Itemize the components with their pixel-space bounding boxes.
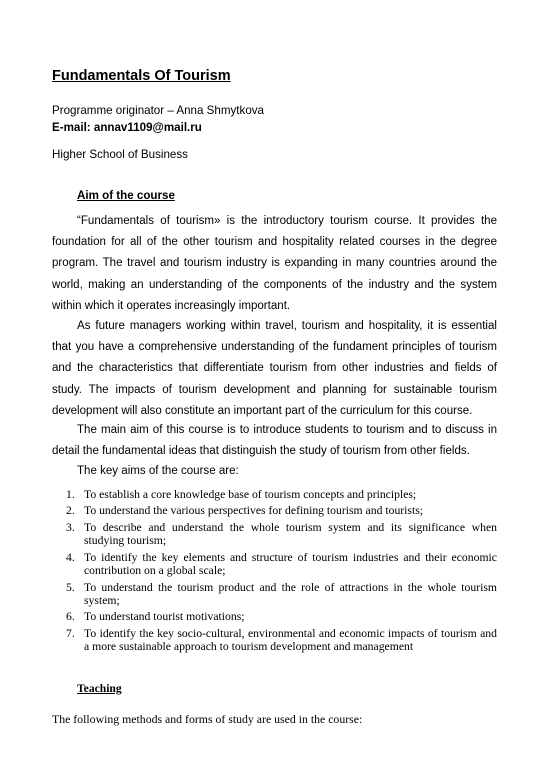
list-item: [52, 488, 497, 501]
aim-section-heading: Aim of the course: [77, 189, 175, 202]
list-item-number: 4.: [66, 550, 75, 564]
list-item-number: 6.: [66, 610, 75, 624]
aim-paragraph: The main aim of this course is to introduce students to tourism and to discuss in detail the fundamental ideas that distinguish the study of tourism from other fields.: [52, 424, 497, 458]
list-item-text: To identify the key socio-cultural, environmental and economic impacts of tourism and a more sustainable approach to tourism development and management: [84, 626, 497, 654]
programme-originator: Programme originator – Anna Shmytkova: [52, 104, 265, 117]
list-item-text: To establish a core knowledge base of tourism concepts and principles;: [84, 488, 417, 501]
list-item-number: 7.: [66, 626, 75, 640]
document-title: Fundamentals Of Tourism: [52, 68, 231, 84]
key-aims-list: [52, 488, 497, 657]
list-item: [52, 504, 497, 517]
school-name: Higher School of Business: [52, 148, 188, 161]
list-item-text: To describe and understand the whole tourism system and its significance when studying tourism;: [84, 520, 497, 548]
list-item: [52, 627, 497, 654]
contact-email: E-mail: annav1109@mail.ru: [52, 121, 202, 134]
list-item-text: To understand the tourism product and the role of attractions in the whole tourism system;: [84, 580, 497, 607]
list-item-text: To identify the key elements and structure of tourism industries and their economic contribution on a global scale;: [84, 550, 497, 578]
aim-paragraph: “Fundamentals of tourism» is the introductory tourism course. It provides the foundation for all of the other tourism and hospitality related courses in the degree program. The travel and tourism industry is expanding in many countries around the world, making an understanding of the components of the industry and the system within which it operates increasingly important.: [52, 215, 497, 312]
key-aims-intro: The key aims of the course are:: [77, 465, 239, 477]
list-item: [52, 581, 497, 608]
list-item-number: 5.: [66, 580, 75, 594]
teaching-intro: The following methods and forms of study are used in the course:: [52, 712, 363, 726]
teaching-section-heading: Teaching: [77, 682, 122, 695]
list-item-number: 2.: [66, 504, 75, 518]
list-item-text: To understand tourist motivations;: [84, 610, 245, 624]
list-item-text: To understand the various perspectives for defining tourism and tourists;: [84, 504, 424, 518]
list-item: [52, 551, 497, 578]
list-item: [52, 610, 497, 623]
list-item-number: 1.: [66, 488, 75, 501]
list-item: [52, 521, 497, 548]
aim-paragraph: As future managers working within travel, tourism and hospitality, it is essential that you have a comprehensive understanding of the fundament principles of tourism and the characteristics that differentiate tourism from other industries and fields of study. The impacts of tourism development and planning for sustainable tourism development will also constitute an important part of the curriculum for this course.: [52, 320, 497, 417]
list-item-number: 3.: [66, 520, 75, 534]
